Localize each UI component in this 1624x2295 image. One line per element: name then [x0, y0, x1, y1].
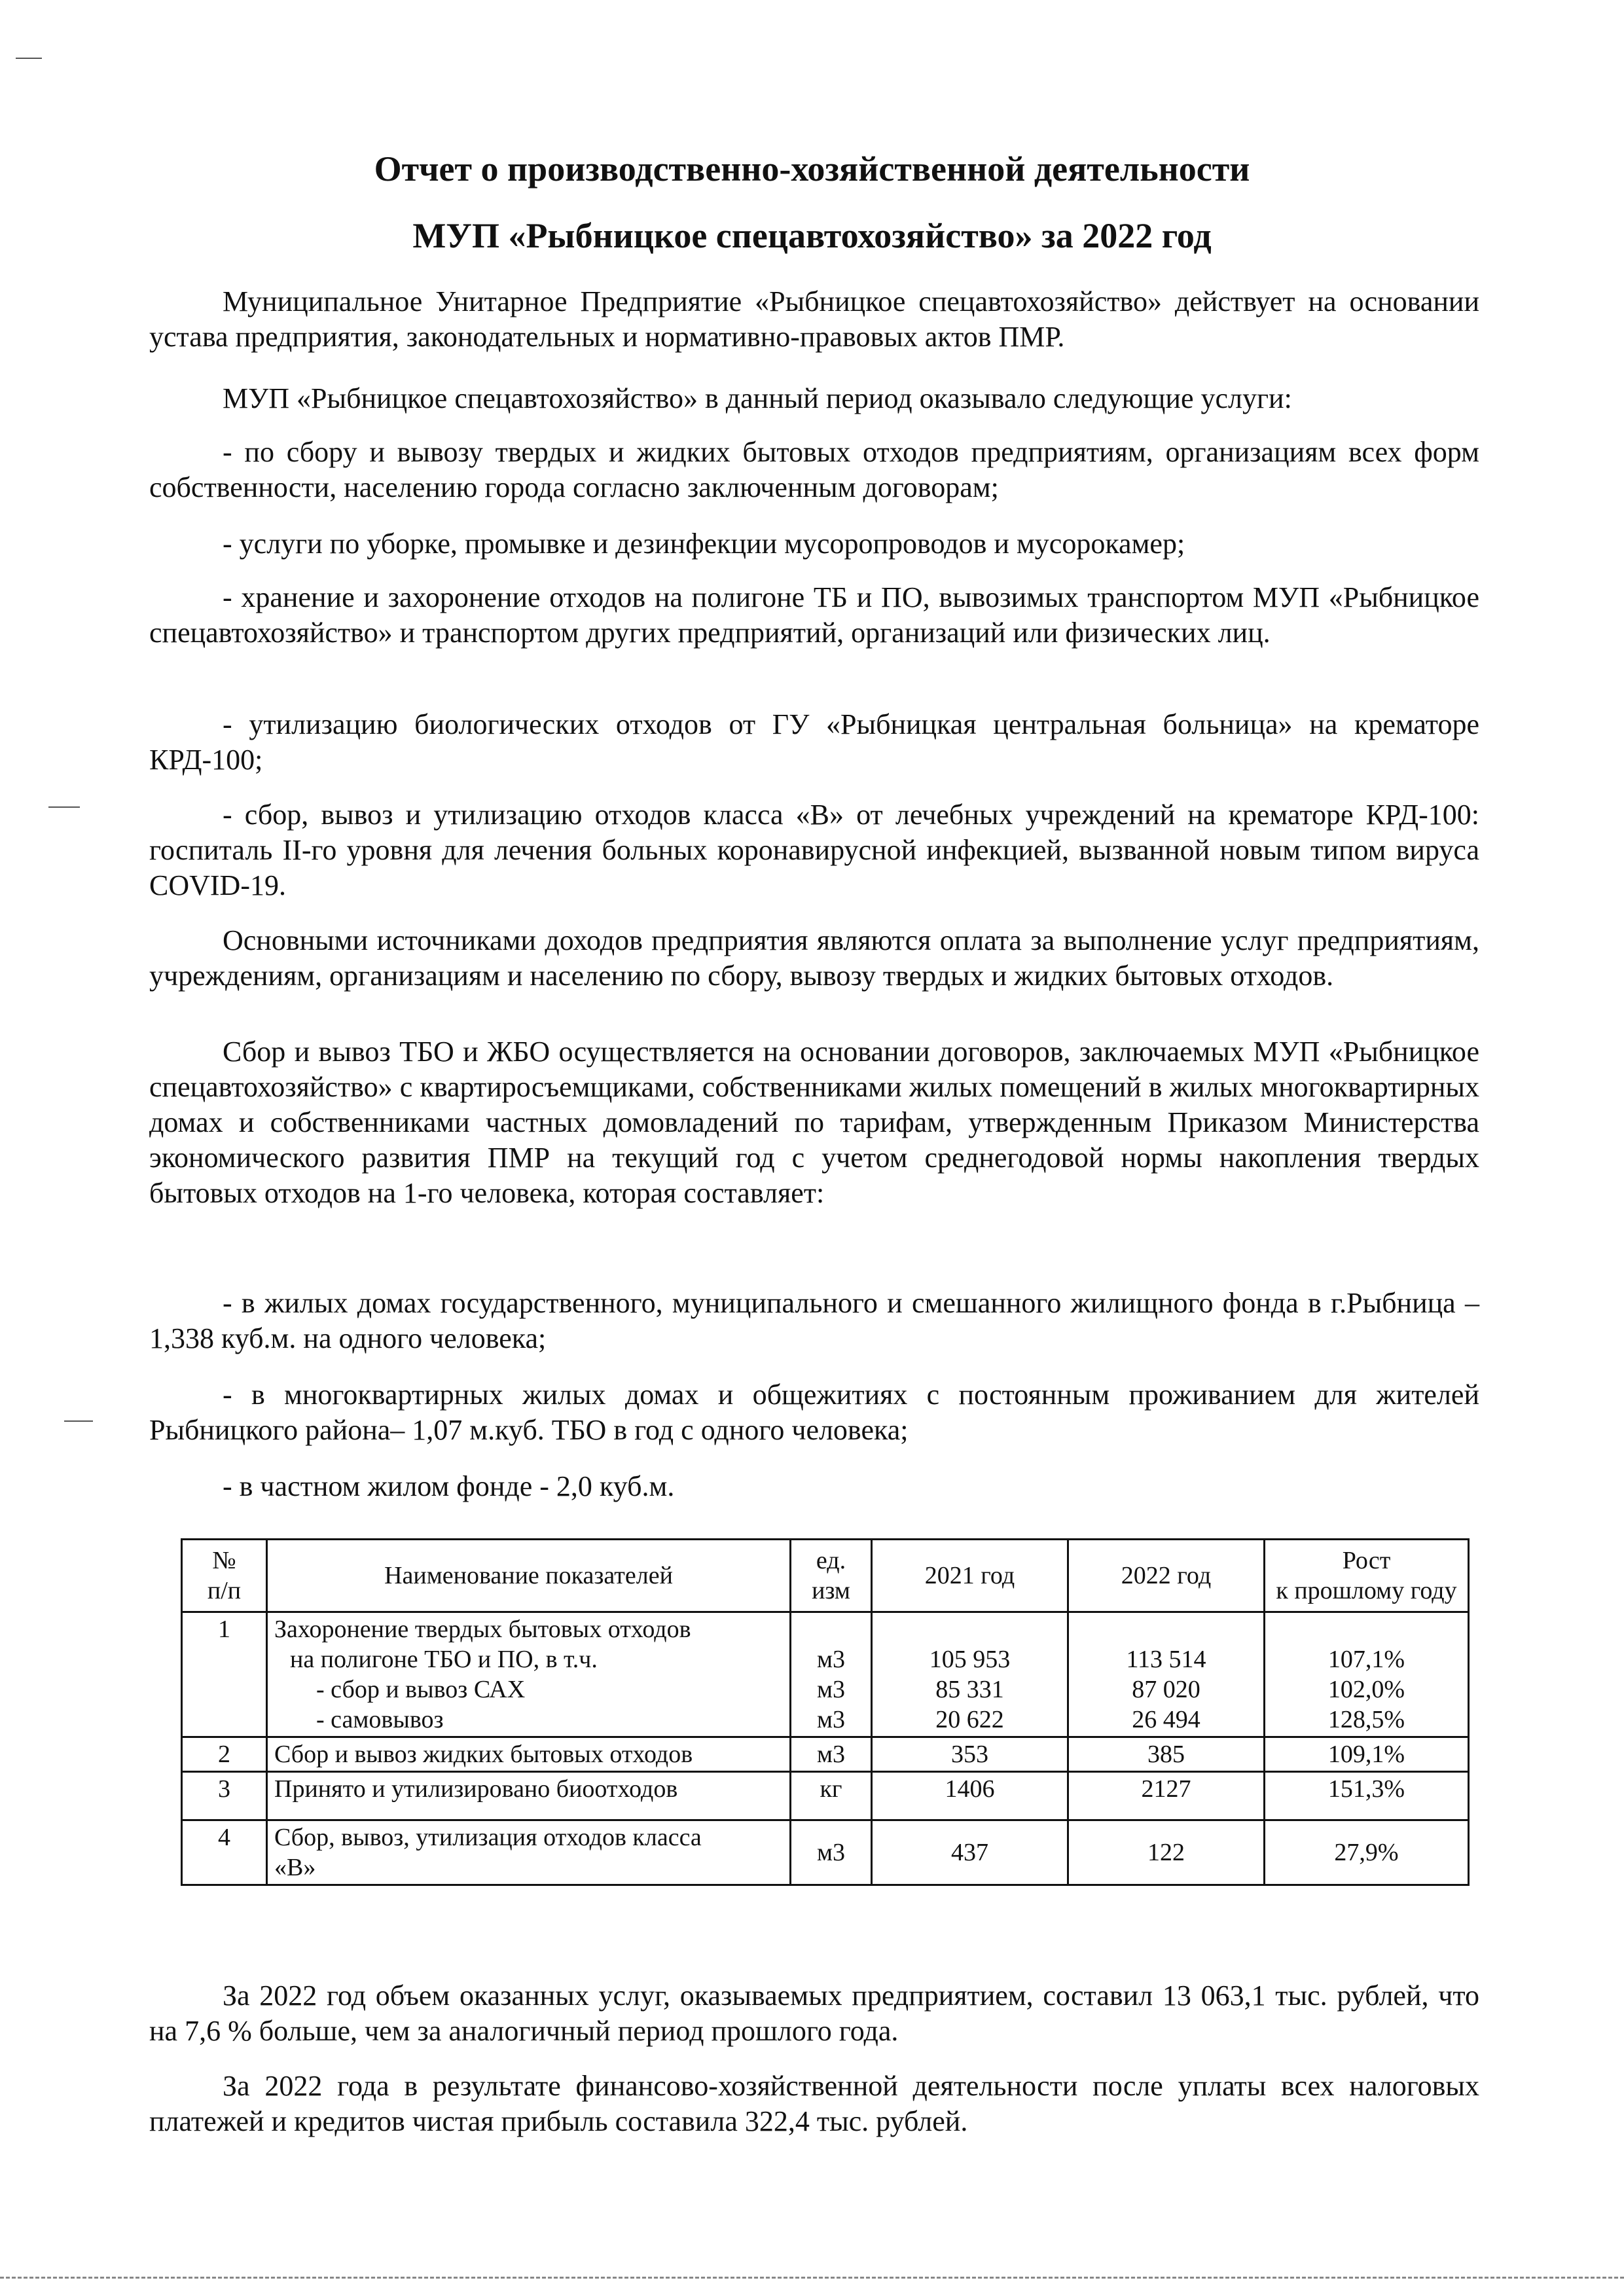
- row4-name: [267, 1820, 791, 1885]
- row4-num: 4: [182, 1820, 267, 1885]
- row4-growth: 27,9%: [1265, 1820, 1469, 1885]
- header-name: Наименование показателей: [267, 1540, 791, 1612]
- row4-name-line1: Сбор, вывоз, утилизация отходов класса: [274, 1824, 702, 1851]
- scan-artifact: [64, 1420, 93, 1422]
- row2-num: 2: [182, 1737, 267, 1772]
- row1-unit-line2: м3: [816, 1646, 846, 1673]
- row3-num: 3: [182, 1772, 267, 1820]
- paragraph-contracts: Сбор и вывоз ТБО и ЖБО осуществляется на основании договоров, заключаемых МУП «Рыбницкое спецавтохозяйство» с квартиросъемщиками, собственниками жилых помещений в жилых многоквартирных домах и собственниками частных домовладений по тарифам, утвержденным Приказом Министерства экономического развития ПМР на текущий год с учетом среднегодовой нормы накопления твердых бытовых отходов на 1-го человека, которая составляет:: [149, 1036, 1479, 1209]
- header-unit-line2: изм: [812, 1577, 850, 1604]
- row1-name-line4: - самовывоз: [316, 1706, 444, 1733]
- row1-2021-line3: 85 331: [935, 1676, 1004, 1703]
- paragraph-profit: За 2022 года в результате финансово-хозяйственной деятельности после уплаты всех налоговых платежей и кредитов чистая прибыль составила 322,4 тыс. рублей.: [149, 2070, 1479, 2137]
- header-2022: 2022 год: [1068, 1540, 1265, 1612]
- paragraph-intro: Муниципальное Унитарное Предприятие «Рыбницкое спецавтохозяйство» действует на основании устава предприятия, законодательных и нормативно-правовых актов ПМР.: [149, 285, 1479, 353]
- row4-2022: 122: [1068, 1820, 1265, 1885]
- header-growth-line2: к прошлому году: [1276, 1577, 1457, 1604]
- row4-unit: м3: [791, 1820, 872, 1885]
- row3-growth: 151,3%: [1265, 1772, 1469, 1820]
- row1-name: [267, 1612, 791, 1737]
- paragraph-norm-2: - в многоквартирных жилых домах и общежитиях с постоянным проживанием для жителей Рыбницкого района– 1,07 м.куб. ТБО в год с одного человека;: [149, 1379, 1479, 1446]
- header-growth: [1265, 1540, 1469, 1612]
- header-unit-line1: ед.: [816, 1547, 846, 1574]
- row1-2021-line4: 20 622: [935, 1706, 1004, 1733]
- paragraph-norm-1: - в жилых домах государственного, муниципального и смешанного жилищного фонда в г.Рыбница – 1,338 куб.м. на одного человека;: [149, 1287, 1479, 1354]
- paragraph-services-intro: МУП «Рыбницкое спецавтохозяйство» в данный период оказывало следующие услуги:: [223, 382, 1292, 414]
- row1-unit-line3: м3: [816, 1676, 846, 1703]
- paragraph-service-1: - по сбору и вывозу твердых и жидких бытовых отходов предприятиям, организациям всех форм собственности, населению города согласно заключенным договорам;: [149, 436, 1479, 503]
- row1-growth-line3: 102,0%: [1327, 1676, 1405, 1703]
- report-table: [181, 1538, 1470, 1886]
- row1-name-line2: на полигоне ТБО и ПО, в т.ч.: [290, 1646, 598, 1673]
- paragraph-service-2: - услуги по уборке, промывке и дезинфекции мусоропроводов и мусорокамер;: [223, 528, 1185, 560]
- table-row: [182, 1772, 1469, 1820]
- row4-2021: 437: [872, 1820, 1068, 1885]
- row3-2022: 2127: [1068, 1772, 1265, 1820]
- table-row: [182, 1820, 1469, 1885]
- table-header-row: [182, 1540, 1469, 1612]
- row3-unit: кг: [791, 1772, 872, 1820]
- row2-growth: 109,1%: [1265, 1737, 1469, 1772]
- row1-2021-line2: 105 953: [929, 1646, 1011, 1673]
- scan-artifact: [48, 806, 80, 808]
- document-title-line2: МУП «Рыбницкое спецавтохозяйство» за 2022 год: [412, 216, 1212, 255]
- row1-2022-line2: 113 514: [1126, 1646, 1206, 1673]
- row1-unit-line4: м3: [816, 1706, 846, 1733]
- paragraph-service-5: - сбор, вывоз и утилизацию отходов класса «В» от лечебных учреждений на крематоре КРД-100: госпиталь II-го уровня для лечения больных коронавирусной инфекцией, вызванной новым типом вируса COVID-19.: [149, 799, 1479, 901]
- row1-name-line3: - сбор и вывоз САХ: [316, 1676, 526, 1703]
- report-table-wrapper: [181, 1538, 1468, 1886]
- page-bottom-edge: [0, 2277, 1624, 2281]
- row2-unit: м3: [791, 1737, 872, 1772]
- paragraph-income-sources: Основными источниками доходов предприятия являются оплата за выполнение услуг предприятиям, учреждениям, организациям и населению по сбору, вывозу твердых и жидких бытовых отходов.: [149, 924, 1479, 992]
- row1-2022-line4: 26 494: [1132, 1706, 1200, 1733]
- row1-growth: [1265, 1612, 1469, 1737]
- row1-2022-line3: 87 020: [1132, 1676, 1200, 1703]
- paragraph-service-3: - хранение и захоронение отходов на полигоне ТБ и ПО, вывозимых транспортом МУП «Рыбницкое спецавтохозяйство» и транспортом других предприятий, организаций или физических лиц.: [149, 581, 1479, 649]
- row2-2021: 353: [872, 1737, 1068, 1772]
- row2-name: Сбор и вывоз жидких бытовых отходов: [267, 1737, 791, 1772]
- row3-2021: 1406: [872, 1772, 1068, 1820]
- row1-2022: [1068, 1612, 1265, 1737]
- header-unit: [791, 1540, 872, 1612]
- row1-name-line1: Захоронение твердых бытовых отходов: [274, 1616, 691, 1643]
- paragraph-revenue: За 2022 год объем оказанных услуг, оказываемых предприятием, составил 13 063,1 тыс. рублей, что на 7,6 % больше, чем за аналогичный период прошлого года.: [149, 1979, 1479, 2047]
- header-num: [182, 1540, 267, 1612]
- header-growth-line1: Рост: [1342, 1547, 1391, 1574]
- scan-artifact: [16, 58, 42, 59]
- document-title-line1: Отчет о производственно-хозяйственной деятельности: [374, 149, 1250, 189]
- row2-2022: 385: [1068, 1737, 1265, 1772]
- table-row: [182, 1737, 1469, 1772]
- row4-name-line2: «В»: [274, 1854, 316, 1881]
- header-2021: 2021 год: [872, 1540, 1068, 1612]
- paragraph-service-4: - утилизацию биологических отходов от ГУ «Рыбницкая центральная больница» на крематоре КРД-100;: [149, 708, 1479, 776]
- row1-growth-line2: 107,1%: [1327, 1646, 1405, 1673]
- table-row: [182, 1612, 1469, 1737]
- row1-2021: [872, 1612, 1068, 1737]
- header-num-line1: №: [212, 1547, 236, 1574]
- row3-name: Принято и утилизировано биоотходов: [267, 1772, 791, 1820]
- row1-unit: [791, 1612, 872, 1737]
- row1-growth-line4: 128,5%: [1327, 1706, 1405, 1733]
- row1-num: 1: [182, 1612, 267, 1737]
- paragraph-norm-3: - в частном жилом фонде - 2,0 куб.м.: [223, 1470, 675, 1502]
- header-num-line2: п/п: [207, 1577, 242, 1604]
